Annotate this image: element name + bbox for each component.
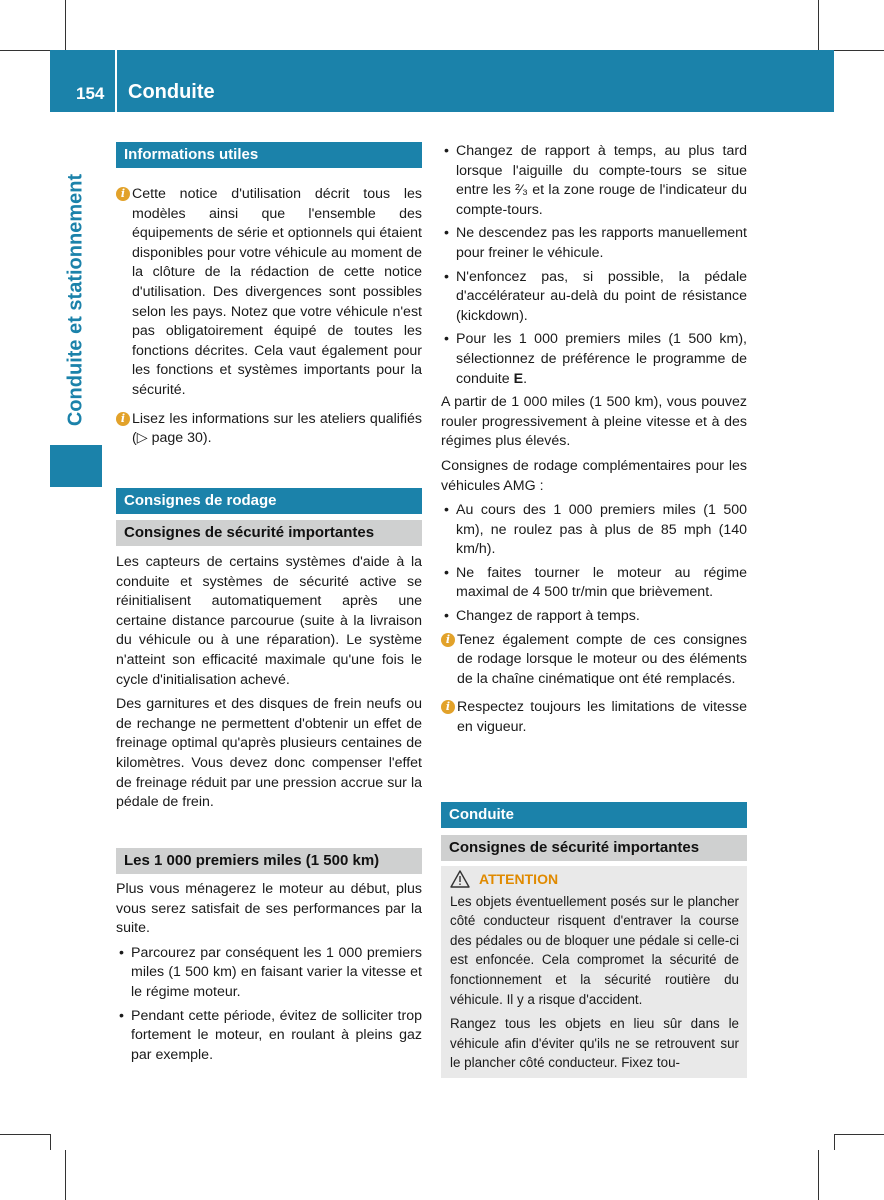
info-note-text: Lisez les informations sur les ateliers qualifiés (▷ page 30). <box>132 410 422 447</box>
warning-paragraph: Rangez tous les objets en lieu sûr dans le véhicule afin d'éviter qu'ils ne se retrouvent sur le plancher côté conducteur. Fixez tou- <box>450 1016 739 1071</box>
bullet-dot: • <box>444 225 449 242</box>
bullet-dot: • <box>444 564 449 581</box>
bullet-item <box>116 944 422 1003</box>
bullet-text: Ne faites tourner le moteur au régime maximal de 4 500 tr/min que brièvement. <box>456 564 747 601</box>
crop-mark <box>65 0 66 50</box>
paragraph: Plus vous ménagerez le moteur au début, plus vous serez satisfait de ses performances par la suite. <box>116 881 422 937</box>
info-note-text: Cette notice d'utilisation décrit tous les modèles ainsi que l'ensemble des équipements de série et optionnels qui étaient disponibles pour votre véhicule au moment de la clôture de la rédaction de cette notice d'utilisation. Des divergences sont possibles selon les pays. Notez que votre véhicule n'est pas obligatoirement équipé de toutes les fonctions décrites. Cela vaut également pour les fonctions et systèmes importants pour la sécurité. <box>132 186 422 398</box>
warning-heading <box>450 870 739 890</box>
bullet-dot: • <box>444 331 449 348</box>
bullet-text: Changez de rapport à temps, au plus tard lorsque l'aiguille du compte-tours se situe entre les ²⁄₃ et la zone rouge de l'indicateur du compte-tours. <box>456 143 747 218</box>
info-icon: i <box>441 633 455 647</box>
bullet-text: Ne descendez pas les rapports manuellement pour freiner le véhicule. <box>456 225 747 261</box>
info-icon: i <box>116 187 130 201</box>
bullet-item <box>116 1007 422 1066</box>
section-heading-rodage: Consignes de rodage <box>116 488 422 514</box>
bullet-text: Parcourez par conséquent les 1 000 premiers miles (1 500 km) en faisant varier la vitesse et le régime moteur. <box>131 944 422 1000</box>
info-note <box>441 698 747 737</box>
info-note <box>441 631 747 690</box>
bullet-dot: • <box>119 944 124 961</box>
paragraph: Des garnitures et des disques de frein neufs ou de rechange ne permettent d'obtenir un effet de freinage optimal qu'après plusieurs centaines de kilomètres. Vous devez donc compenser l'effet de freinage réduit par une pression accrue sur la pédale de frein. <box>116 696 422 811</box>
crop-mark <box>0 50 50 51</box>
bullet-text: Au cours des 1 000 premiers miles (1 500 km), ne roulez pas à plus de 85 mph (140 km/h). <box>456 502 747 558</box>
bullet-text: Changez de rapport à temps. <box>456 608 640 625</box>
bullet-dot: • <box>119 1007 124 1024</box>
subsection-heading-miles: Les 1 000 premiers miles (1 500 km) <box>116 848 422 874</box>
bullet-dot: • <box>444 268 449 285</box>
crop-mark <box>834 1134 835 1150</box>
rodage-text <box>116 553 422 818</box>
paragraph: A partir de 1 000 miles (1 500 km), vous pouvez rouler progressivement à pleine vitesse et à des régimes plus élevés. <box>441 394 747 450</box>
miles-text <box>116 880 422 1069</box>
bullet-item <box>441 564 747 603</box>
crop-mark <box>50 1134 51 1150</box>
info-icon: i <box>116 412 130 426</box>
subsection-heading-securite: Consignes de sécurité importantes <box>441 835 747 861</box>
crop-mark <box>65 1150 66 1200</box>
paragraph: Consignes de rodage complémentaires pour les véhicules AMG : <box>441 457 747 494</box>
bullet-item <box>441 607 747 627</box>
bullet-dot: • <box>444 608 449 625</box>
bullet-dot: • <box>444 502 449 519</box>
rodage-bullets <box>441 142 747 747</box>
bullet-item <box>441 268 747 327</box>
chapter-title: Conduite <box>128 81 215 103</box>
warning-label: ATTENTION <box>479 871 559 887</box>
crop-mark <box>818 0 819 50</box>
info-note <box>116 410 422 449</box>
bullet-item <box>441 330 747 389</box>
bullet-text: Pour les 1 000 premiers miles (1 500 km), sélectionnez de préférence le programme de conduite <box>456 331 747 387</box>
bullet-item <box>441 142 747 220</box>
paragraph: Les capteurs de certains systèmes d'aide à la conduite et systèmes de sécurité active se réinitialisent automatiquement après une certaine distance parcourue (suite à la livraison du véhicule ou à une réparation). Le système n'atteint son efficacité maximale qu'une fois le cycle d'initialisation achevé. <box>116 554 422 688</box>
bullet-item <box>441 224 747 263</box>
bullet-text: N'enfoncez pas, si possible, la pédale d'accélérateur au-delà du point de résistance (kickdown). <box>456 268 747 324</box>
side-chapter-title: Conduite et stationnement <box>64 173 87 427</box>
page-number: 154 <box>76 84 105 103</box>
crop-mark <box>834 50 884 51</box>
warning-box <box>441 866 747 1078</box>
section-heading-informations: Informations utiles <box>116 142 422 168</box>
crop-mark <box>0 1134 50 1135</box>
header-divider <box>115 50 117 112</box>
warning-paragraph: Les objets éventuellement posés sur le plancher côté conducteur risquent d'entraver la course des pédales ou de bloquer une pédale si celle-ci est enfoncée. Cela compromet la sécurité de fonctionnement et la sécurité routière du véhicule. Il y a risque d'accident. <box>450 893 739 1007</box>
warning-triangle-icon <box>450 870 470 888</box>
bullet-dot: • <box>444 143 449 159</box>
info-notes <box>116 185 422 458</box>
section-heading-conduite: Conduite <box>441 802 747 828</box>
subsection-heading-securite: Consignes de sécurité importantes <box>116 520 422 546</box>
bullet-end: . <box>523 370 528 387</box>
info-note <box>116 185 422 401</box>
crop-mark <box>834 1134 884 1135</box>
program-letter: E <box>513 370 524 387</box>
side-thumb-tab <box>50 445 102 487</box>
info-note-text: Respectez toujours les limitations de vitesse en vigueur. <box>457 699 747 736</box>
info-note-text: Tenez également compte de ces consignes de rodage lorsque le moteur ou des éléments de la chaîne cinématique ont été remplacés. <box>457 631 747 687</box>
bullet-item <box>441 501 747 560</box>
crop-mark <box>818 1150 819 1200</box>
info-icon: i <box>441 700 455 714</box>
bullet-text: Pendant cette période, évitez de solliciter trop fortement le moteur, en roulant à pleins gaz par exemple. <box>131 1007 422 1063</box>
